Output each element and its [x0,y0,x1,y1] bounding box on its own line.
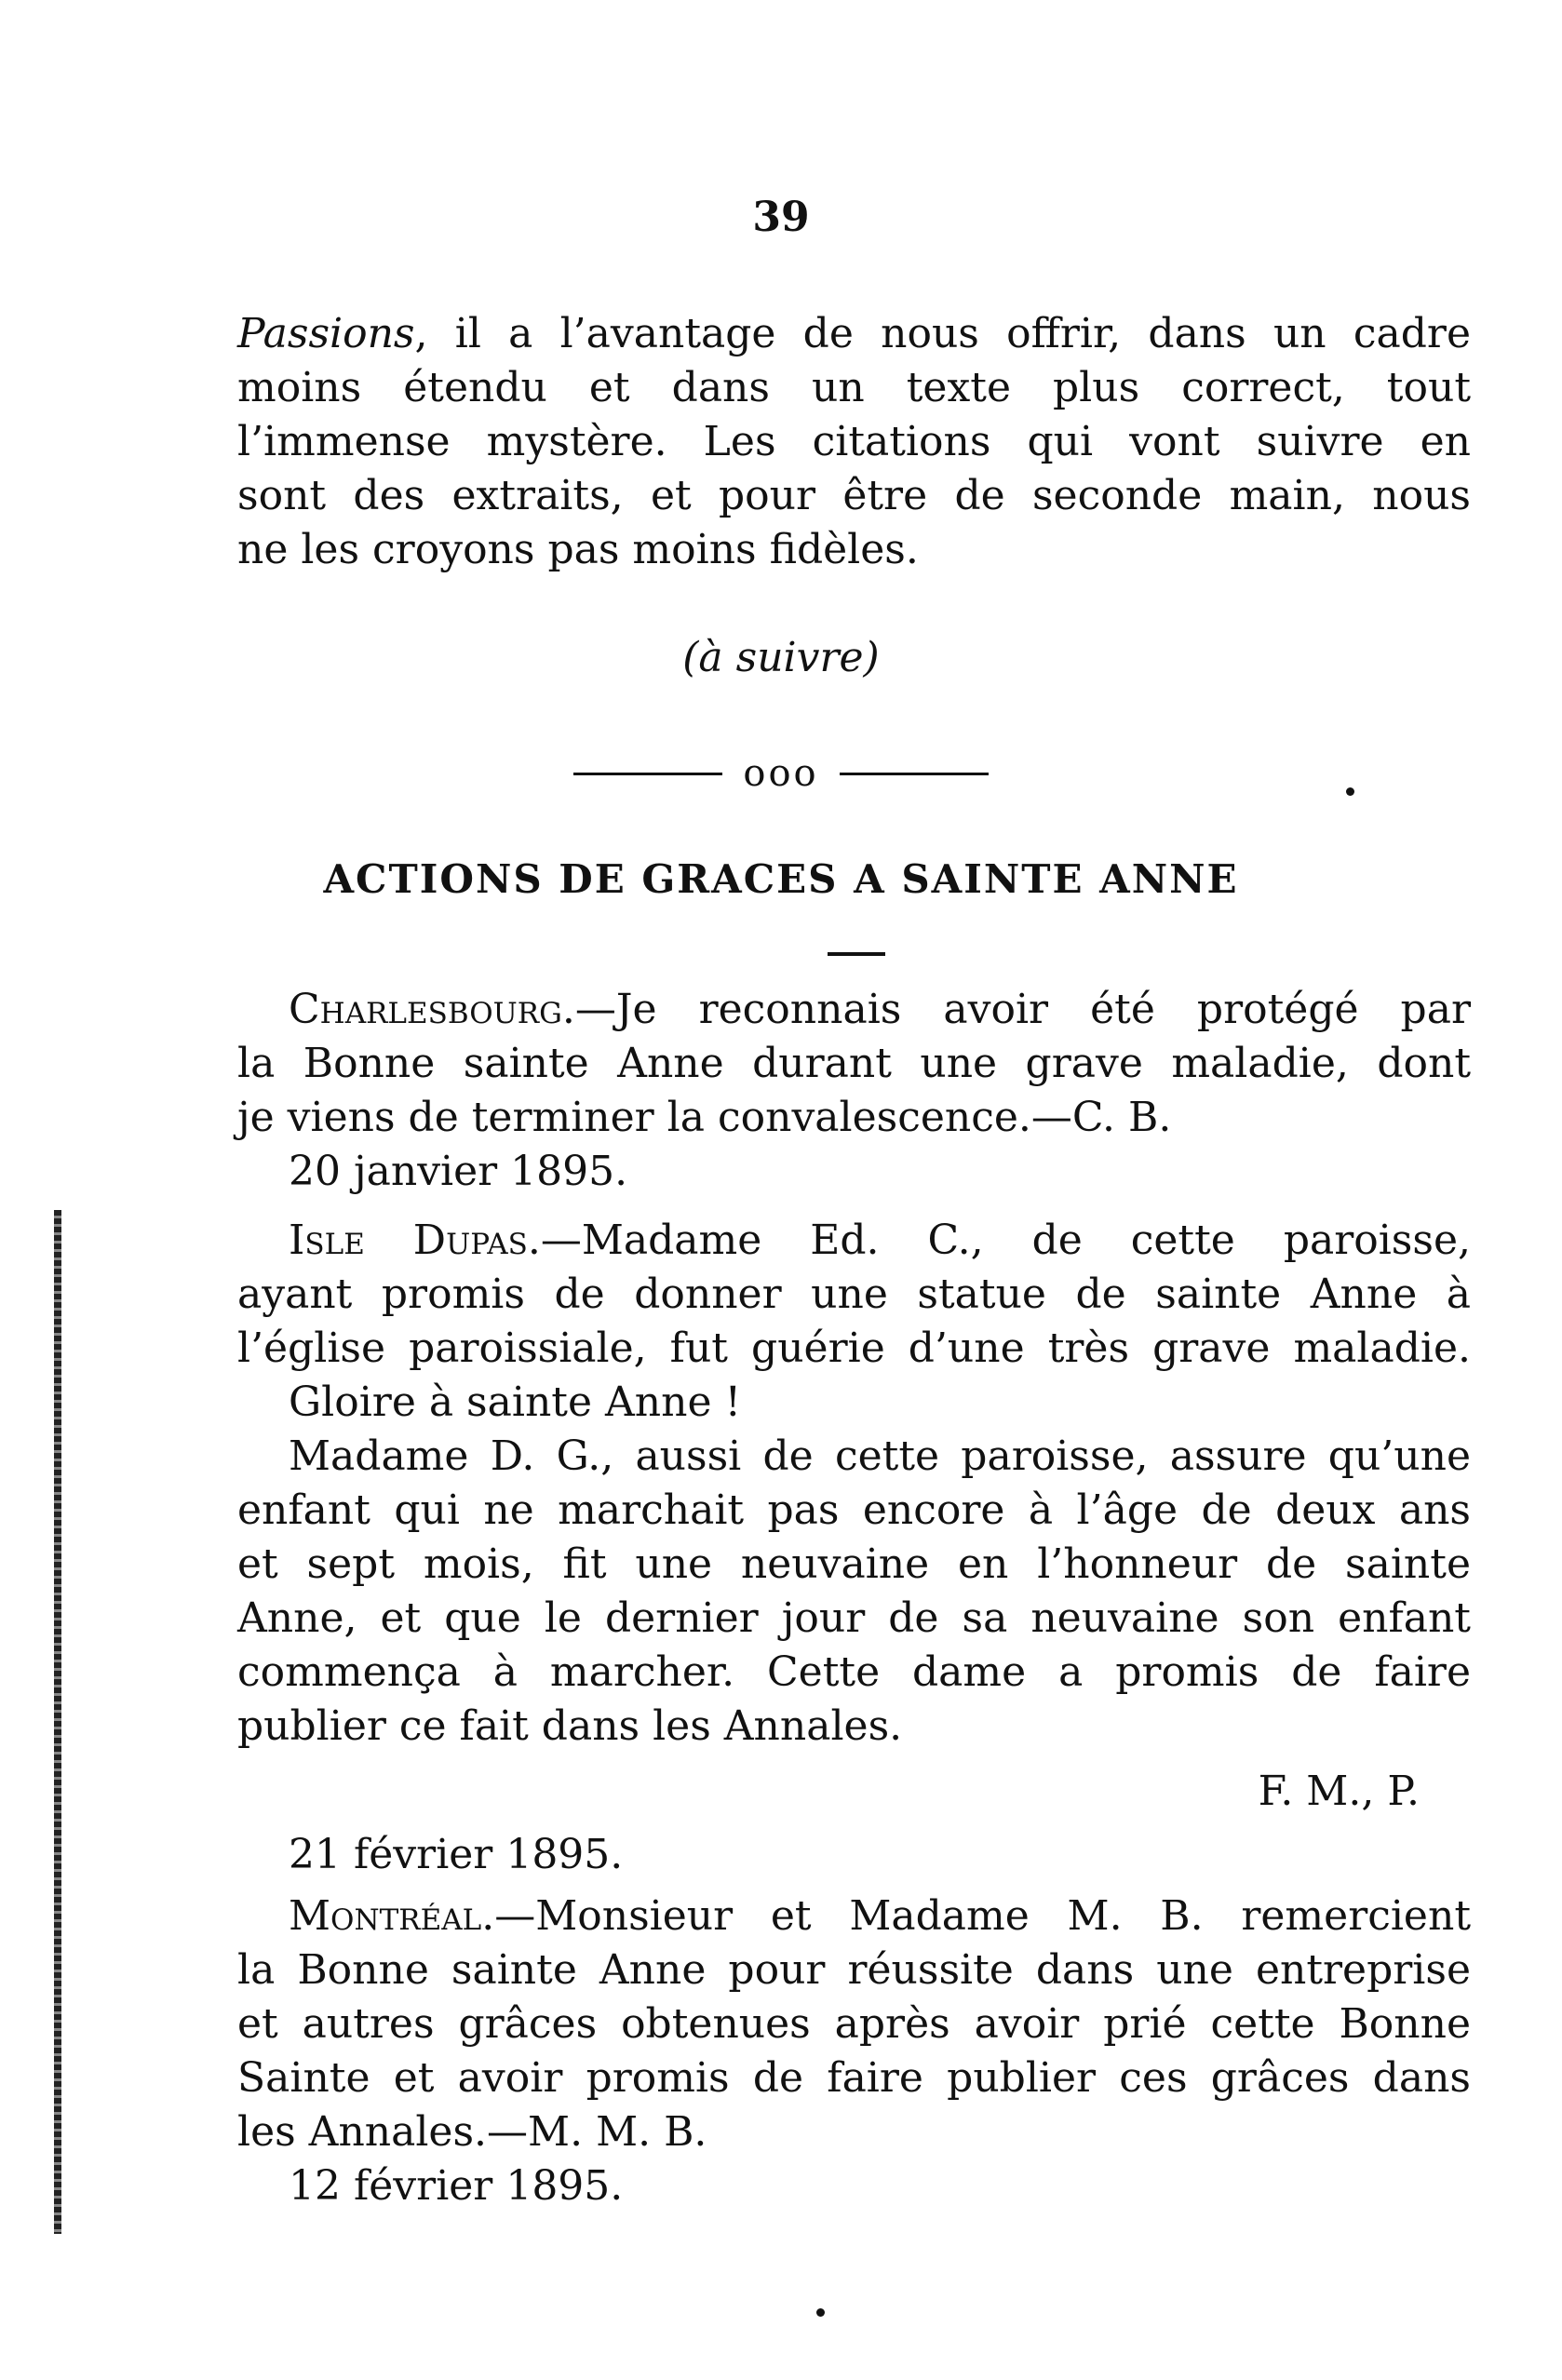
entry-montreal-line: Sainte et avoir promis de faire publier ces grâces dans [237,2054,1471,2102]
entry-montreal-line: Montréal.—Monsieur et Madame M. B. remercient [289,1892,1471,1940]
binding-edge [54,1210,61,2234]
entry-date: 21 février 1895. [289,1831,624,1878]
section-separator [0,746,1562,800]
entry-isle-dupas-line: Anne, et que le dernier jour de sa neuvaine son enfant [237,1594,1471,1642]
separator-rule [573,773,722,775]
entry-isle-dupas-line: Madame D. G., aussi de cette paroisse, assure qu’une [289,1432,1471,1480]
separator-ornament: ooo [743,752,819,795]
intro-line: moins étendu et dans un texte plus correct, tout [237,364,1471,411]
intro-line: sont des extraits, et pour être de seconde main, nous [237,472,1471,519]
entry-charlesbourg-line: je viens de terminer la convalescence.—C. B. [237,1094,1172,1141]
entry-date: 12 février 1895. [289,2162,624,2210]
intro-first-word: Passions [237,310,415,357]
entry-exclamation: Gloire à sainte Anne ! [289,1378,742,1426]
entry-isle-dupas-line: publier ce fait dans les Annales. [237,1702,903,1750]
stray-mark [1346,787,1354,796]
entry-montreal-line: la Bonne sainte Anne pour réussite dans une entreprise [237,1946,1471,1994]
page-number: 39 [752,194,810,241]
intro-line: l’immense mystère. Les citations qui vont suivre en [237,418,1471,465]
entry-charlesbourg-line: Charlesbourg.—Je reconnais avoir été protégé par [289,986,1471,1033]
stray-mark [816,2308,825,2317]
entry-montreal-line: les Annales.—M. M. B. [237,2108,707,2156]
entry-charlesbourg-line: la Bonne sainte Anne durant une grave maladie, dont [237,1040,1471,1087]
entry-isle-dupas-line: Isle Dupas.—Madame Ed. C., de cette paroisse, [289,1217,1471,1264]
entry-isle-dupas-line: ayant promis de donner une statue de sainte Anne à [237,1271,1471,1318]
heading-rule [828,952,885,956]
separator-rule [840,773,989,775]
place-name: Charlesbourg. [289,986,575,1033]
entry-signature: F. M., P. [1258,1768,1420,1815]
entry-isle-dupas-line: l’église paroissiale, fut guérie d’une très grave maladie. [237,1324,1471,1372]
entry-isle-dupas-line: commença à marcher. Cette dame a promis de faire [237,1648,1471,1696]
entry-isle-dupas-line: et sept mois, fit une neuvaine en l’honneur de sainte [237,1540,1471,1588]
section-heading: ACTIONS DE GRACES A SAINTE ANNE [323,856,1239,902]
place-name: Montréal. [289,1892,495,1940]
intro-line: Passions, il a l’avantage de nous offrir, dans un cadre [237,310,1471,357]
entry-montreal-line: et autres grâces obtenues après avoir prié cette Bonne [237,2000,1471,2048]
to-follow-note: (à suivre) [682,634,880,681]
entry-date: 20 janvier 1895. [289,1148,628,1195]
place-name: Isle Dupas. [289,1217,541,1264]
entry-isle-dupas-line: enfant qui ne marchait pas encore à l’âge de deux ans [237,1486,1471,1534]
intro-line: ne les croyons pas moins fidèles. [237,526,919,573]
